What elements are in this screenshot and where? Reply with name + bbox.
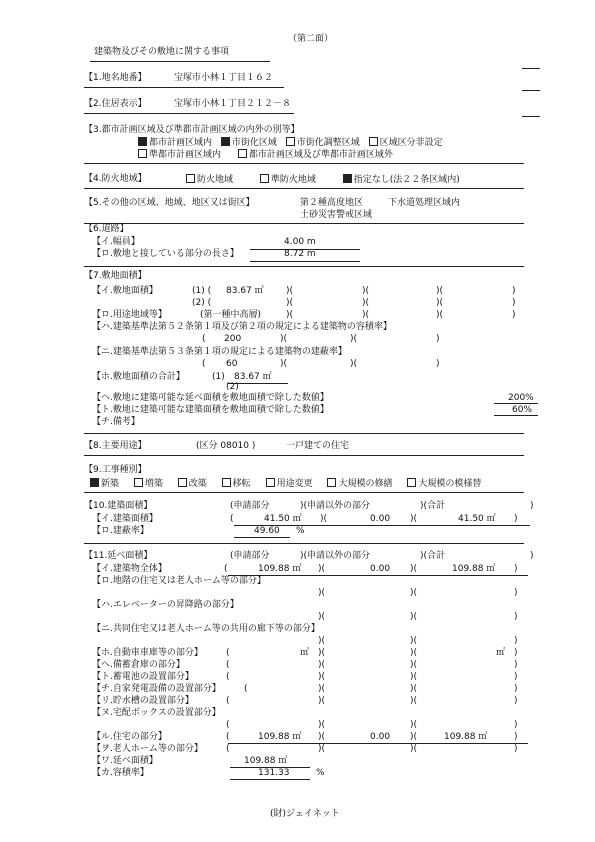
s7-e-r2: (2) — [226, 382, 239, 392]
paren: )( — [280, 334, 288, 344]
paren: ( — [226, 648, 230, 658]
s11-j-label: 【ヌ.宅配ボックスの設置部分】 — [92, 708, 221, 718]
s3-label: 【3.都市計画区域及び準都市計画区域の内外の別等】 — [84, 125, 300, 135]
s10-a-v3: 41.50 ㎡ — [458, 514, 496, 524]
paren: )( — [318, 696, 326, 706]
s11-a-label: 【イ.建築物全体】 — [92, 564, 167, 574]
rule — [228, 575, 528, 576]
paren: )( — [318, 588, 326, 598]
paren: ( — [230, 514, 234, 524]
checkbox-gai[interactable] — [238, 149, 247, 158]
paren: ) — [514, 564, 518, 574]
paren: )( — [410, 636, 418, 646]
checkbox-shitei-nashi[interactable] — [343, 174, 352, 183]
paren: ) — [512, 310, 516, 320]
s10-h1: (申請部分 — [230, 501, 270, 511]
checkbox-jun-bouka[interactable] — [260, 174, 269, 183]
s7-e-r1: (1) — [212, 372, 225, 382]
rule — [84, 188, 524, 189]
s3-row2: 準都市計画区域内 都市計画区域及び準都市計画区域外 — [138, 149, 393, 161]
paren: )( — [318, 732, 326, 742]
paren: ) — [512, 286, 516, 296]
paren: )( — [410, 612, 418, 622]
paren: )( — [410, 660, 418, 670]
rule — [250, 261, 360, 262]
paren: ) — [514, 684, 518, 694]
checkbox-shinchiku[interactable] — [90, 478, 99, 487]
paren: )( — [410, 648, 418, 658]
s11-m-label: 【ワ.延べ面積】 — [92, 756, 158, 766]
rule — [84, 87, 284, 88]
rule — [84, 113, 294, 114]
s7-f-label: 【ヘ.敷地に建築可能な延べ面積を敷地面積で除した数値】 — [92, 393, 329, 403]
s6-label: 【6.道路】 — [84, 224, 129, 234]
s11-label: 【11.延べ面積】 — [84, 551, 153, 561]
s11-k-v2: 0.00 — [370, 732, 391, 742]
paren: )( — [410, 696, 418, 706]
s11-k-v1: 109.88 ㎡ — [258, 732, 302, 742]
s10-h3: )(合計 — [420, 501, 446, 511]
page-title: （第二面） — [288, 34, 334, 44]
s7-c-label: 【ハ.建築基準法第５２条第１項及び第２項の規定による建築物の容積率】 — [92, 322, 392, 332]
paren: ) — [514, 648, 518, 658]
paren: ( — [226, 672, 230, 682]
paren: )( — [410, 732, 418, 742]
paren: )( — [318, 564, 326, 574]
checkbox-toshi-keikaku[interactable] — [138, 137, 147, 146]
s7-b-value: (第一種中高層) — [200, 310, 262, 320]
paren: )( — [318, 660, 326, 670]
paren: ) — [514, 744, 518, 754]
rule — [234, 537, 290, 538]
s11-e-unit: ㎡ — [300, 648, 310, 658]
s11-n-unit: % — [316, 768, 325, 778]
s4-label: 【4.防火地域】 — [84, 174, 147, 184]
s7-a-r2: (2) ( — [192, 298, 212, 308]
s11-a-v2: 0.00 — [370, 564, 391, 574]
paren: )( — [318, 636, 326, 646]
s10-h2: )(申請以外の部分 — [300, 501, 371, 511]
rule — [84, 163, 524, 164]
rule — [522, 68, 540, 69]
paren: )( — [318, 684, 326, 694]
paren: ) — [514, 732, 518, 742]
s11-h2: )(申請以外の部分 — [300, 551, 371, 561]
s7-f-value: 200% — [508, 393, 534, 403]
paren: ( — [226, 720, 230, 730]
paren: ) — [436, 334, 440, 344]
s11-a-v1: 109.88 ㎡ — [258, 564, 302, 574]
rule — [494, 403, 538, 404]
paren: ) — [514, 636, 518, 646]
doc-heading: 建築物及びその敷地に関する事項 — [94, 47, 230, 57]
checkbox-shuzen[interactable] — [327, 478, 336, 487]
s6-a-label: 【イ.幅員】 — [92, 237, 140, 247]
s11-k-label: 【ル.住宅の部分】 — [92, 732, 167, 742]
rule — [84, 492, 524, 493]
paren: )( — [410, 588, 418, 598]
paren: )( — [410, 564, 418, 574]
s5-label: 【5.その他の区域、地域、地区又は街区】 — [84, 198, 255, 208]
s9-options: 新築 増築 改築 移転 用途変更 大規模の修繕 大規模の模様替 — [90, 478, 481, 490]
s4-options: 防火地域 準防火地域 指定なし(法２２条区域内) — [186, 174, 460, 186]
rule — [84, 223, 524, 224]
paren: )( — [350, 334, 358, 344]
s7-a-r1: (1) ( — [192, 286, 212, 296]
s11-h-label: 【チ.自家発電設備の設置部分】 — [92, 684, 221, 694]
s7-d-label: 【ニ.建築基準法第５３条第１項の規定による建築物の建蔽率】 — [92, 347, 347, 357]
checkbox-chosei[interactable] — [286, 137, 295, 146]
s2-value: 宝塚市小林１丁目２１２－８ — [174, 99, 292, 109]
s11-a-v3: 109.88 ㎡ — [452, 564, 496, 574]
s6-a-value: 4.00 m — [284, 237, 316, 247]
paren: ( — [226, 732, 230, 742]
paren: )( — [410, 744, 418, 754]
s7-g-label: 【ト.敷地に建築可能な建築面積を敷地面積で除した数値】 — [92, 405, 329, 415]
s10-h4: ) — [530, 501, 534, 511]
s6-b-value: 8.72 m — [284, 249, 316, 259]
s6-b-label: 【ロ.敷地と接している部分の長さ】 — [92, 249, 239, 259]
paren: )( — [362, 286, 370, 296]
s10-label: 【10.建築面積】 — [84, 501, 153, 511]
s5-value1: 第２種高度地区 — [300, 198, 364, 208]
paren: )( — [362, 310, 370, 320]
rule — [228, 743, 528, 744]
s11-h3: )(合計 — [420, 551, 446, 561]
rule — [84, 543, 524, 544]
s11-h4: ) — [530, 551, 534, 561]
paren: ) — [514, 720, 518, 730]
s11-d-label: 【ニ.共同住宅又は老人ホーム等の共用の廊下等の部分】 — [92, 624, 320, 634]
checkbox-bouka[interactable] — [186, 174, 195, 183]
paren: )( — [280, 359, 288, 369]
paren: )( — [410, 514, 418, 524]
checkbox-jun-toshi[interactable] — [138, 149, 147, 158]
s11-i-label: 【リ.貯水槽の設置部分】 — [92, 696, 194, 706]
paren: ( — [226, 696, 230, 706]
rule — [230, 779, 310, 780]
s11-e-unit2: ㎡ — [496, 648, 506, 658]
paren: )( — [362, 298, 370, 308]
s11-g-label: 【ト.蓄電池の設置部分】 — [92, 672, 194, 682]
paren: ) — [514, 612, 518, 622]
s3-row1: 都市計画区域内 市街化区域 市街化調整区域 区域区分非設定 — [138, 137, 443, 149]
checkbox-hisettei[interactable] — [369, 137, 378, 146]
checkbox-zouchiku[interactable] — [134, 478, 143, 487]
paren: )( — [286, 298, 294, 308]
paren: ( — [226, 660, 230, 670]
paren: )( — [410, 672, 418, 682]
checkbox-moyougae[interactable] — [407, 478, 416, 487]
s7-c-value: 200 — [224, 334, 242, 344]
s7-d-value: 60 — [226, 359, 238, 369]
paren: )( — [318, 744, 326, 754]
rule — [84, 433, 524, 434]
checkbox-youto-henkou[interactable] — [266, 478, 275, 487]
s11-c-label: 【ハ.エレベーターの昇降路の部分】 — [92, 600, 239, 610]
paren: )( — [350, 359, 358, 369]
s11-n-label: 【カ.容積率】 — [92, 768, 149, 778]
s11-k-v3: 109.88 ㎡ — [444, 732, 488, 742]
rule — [494, 415, 538, 416]
s1-label: 【1.地名地番】 — [84, 73, 147, 83]
heading-underline — [90, 61, 270, 62]
paren: ( — [202, 359, 206, 369]
s9-label: 【9.工事種別】 — [84, 465, 147, 475]
s7-e-label: 【ホ.敷地面積の合計】 — [92, 372, 185, 382]
footer-publisher: (財)ジェイネット — [270, 809, 340, 819]
paren: )( — [318, 672, 326, 682]
checkbox-iten[interactable] — [222, 478, 231, 487]
rule — [522, 90, 540, 91]
s7-a-r1-value: 83.67 ㎡ — [226, 286, 264, 296]
s5-value2: 下水道処理区域内 — [388, 198, 461, 208]
s11-m-value: 109.88 ㎡ — [244, 756, 288, 766]
checkbox-kaichiku[interactable] — [178, 478, 187, 487]
paren: ) — [514, 696, 518, 706]
paren: )( — [436, 286, 444, 296]
paren: )( — [436, 310, 444, 320]
s8-code: (区分 08010 ) — [196, 441, 256, 451]
s7-h-label: 【チ.備考】 — [92, 417, 140, 427]
s11-n-value: 131.33 — [258, 768, 290, 778]
paren: )( — [286, 286, 294, 296]
s10-b-value: 49.60 — [254, 526, 280, 536]
paren: ) — [436, 359, 440, 369]
s11-e-label: 【ホ.自動車車庫等の部分】 — [92, 648, 203, 658]
s7-b-label: 【ロ.用途地域等】 — [92, 310, 167, 320]
checkbox-shigaika[interactable] — [221, 137, 230, 146]
s2-label: 【2.住居表示】 — [84, 99, 147, 109]
paren: )( — [318, 720, 326, 730]
paren: )( — [410, 720, 418, 730]
paren: )( — [436, 298, 444, 308]
rule — [522, 116, 540, 117]
s10-a-v1: 41.50 ㎡ — [264, 514, 302, 524]
s10-a-v2: 0.00 — [370, 514, 391, 524]
s8-value: 一戸建ての住宅 — [286, 441, 350, 451]
paren: ) — [514, 514, 518, 524]
s11-f-label: 【ヘ.備蓄倉庫の部分】 — [92, 660, 185, 670]
paren: ) — [514, 660, 518, 670]
paren: )( — [286, 310, 294, 320]
s10-b-label: 【ロ.建蔽率】 — [92, 526, 149, 536]
paren: ( — [202, 334, 206, 344]
paren: )( — [318, 648, 326, 658]
rule — [84, 266, 524, 267]
s5-value3: 土砂災害警戒区域 — [300, 210, 373, 220]
paren: ( — [244, 684, 248, 694]
s7-g-value: 60% — [512, 405, 533, 415]
paren: ( — [226, 744, 230, 754]
s7-label: 【7.敷地面積】 — [84, 271, 147, 281]
s11-b-label: 【ロ.地階の住宅又は老人ホーム等の部分】 — [92, 576, 266, 586]
s11-l-label: 【ヲ.老人ホーム等の部分】 — [92, 744, 203, 754]
rule — [84, 455, 524, 456]
s7-a-label: 【イ.敷地面積】 — [92, 286, 158, 296]
paren: ) — [514, 672, 518, 682]
paren: ( — [224, 564, 228, 574]
s11-h1: (申請部分 — [230, 551, 270, 561]
s1-value: 宝塚市小林１丁目１６２ — [174, 73, 274, 83]
s7-e-value: 83.67 ㎡ — [234, 372, 272, 382]
paren: ) — [514, 588, 518, 598]
paren: )( — [410, 684, 418, 694]
paren: ) — [512, 298, 516, 308]
s8-label: 【8.主要用途】 — [84, 441, 147, 451]
s10-b-unit: % — [296, 526, 305, 536]
paren: )( — [320, 514, 328, 524]
s10-a-label: 【イ.建築面積】 — [92, 514, 158, 524]
paren: )( — [318, 612, 326, 622]
